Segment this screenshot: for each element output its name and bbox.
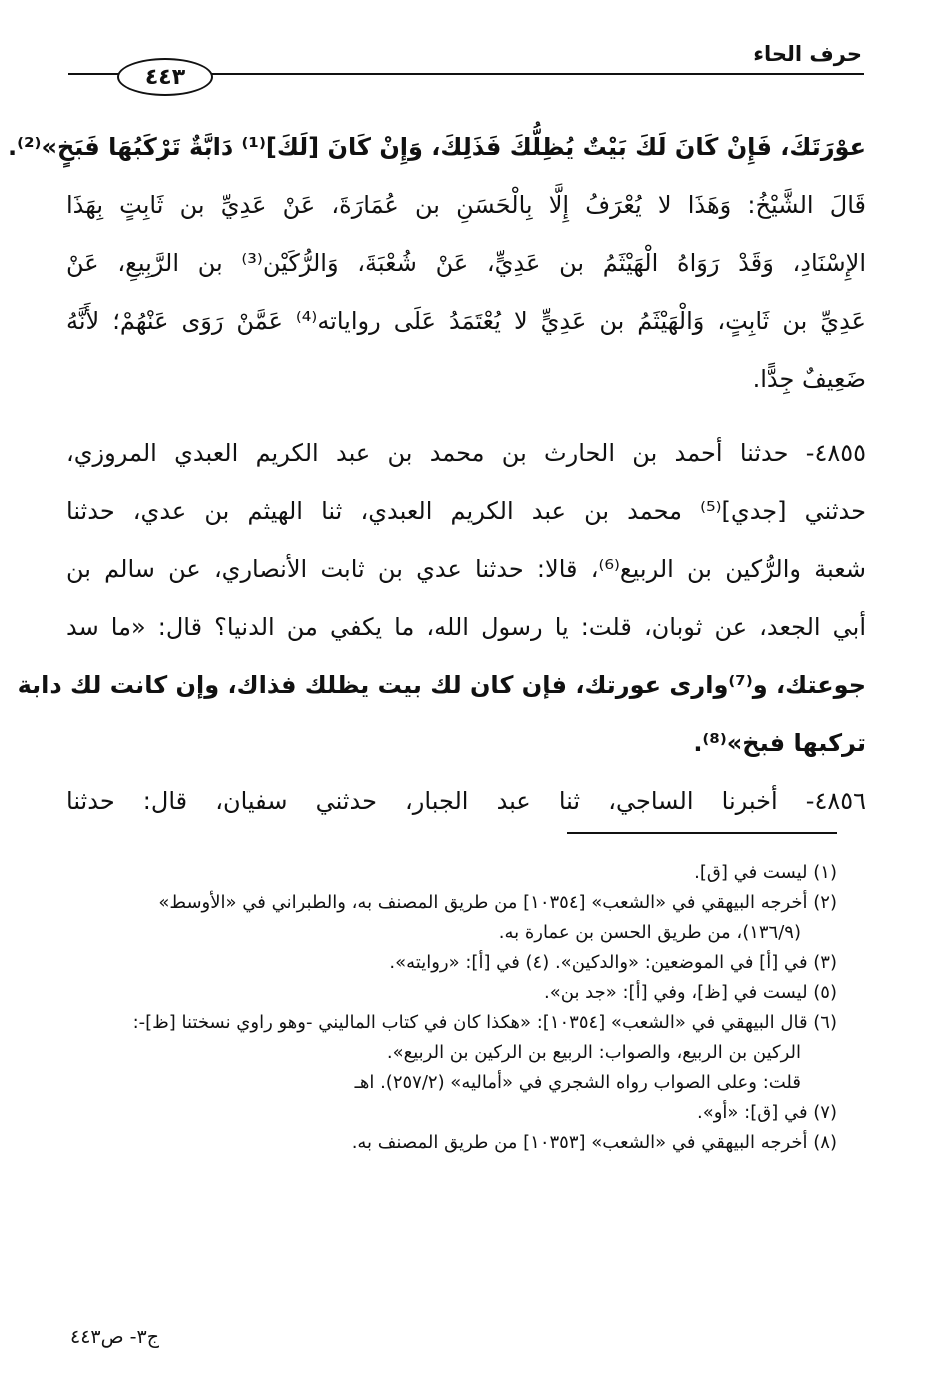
footnote-continuation: قلت: وعلى الصواب رواه الشجري في «أماليه» (٢٥٧/٢). اهـ xyxy=(354,1072,801,1093)
footnote: (٢) أخرجه البيهقي في «الشعب» [١٠٣٥٤] من طريق المصنف به، والطبراني في «الأوسط» xyxy=(158,892,837,913)
text-line: قَالَ الشَّيْخُ: وَهَذَا لا يُعْرَفُ إِلَّا بِالْحَسَنِ بن عُمَارَةَ، عَنْ عَدِيِّ بن ثَابِتٍ بِهَذَا xyxy=(66,191,866,219)
footnote: (٥) ليست في [ظ]، وفي [أ]: «جد بن». xyxy=(544,982,837,1003)
text-line: عوْرَتَكَ، فَإِنْ كَانَ لَكَ بَيْتٌ يُظِلُّكَ فَذَلِكَ، وَإِنْ كَانَ [لَكَ]⁽¹⁾ دَابَّةٌ تَرْكَبُهَا فَبَخٍ»⁽²⁾. xyxy=(8,133,866,161)
main-text xyxy=(8,118,867,830)
footnotes xyxy=(70,858,837,1158)
footnote: (٨) أخرجه البيهقي في «الشعب» [١٠٣٥٣] من طريق المصنف به. xyxy=(351,1132,837,1153)
footnote: (٧) في [ق]: «أو». xyxy=(696,1102,837,1123)
text-line: ضَعِيفٌ جِدًّا. xyxy=(752,365,866,393)
footnote: (٣) في [أ] في الموضعين: «والدكين». (٤) في [أ]: «روايته». xyxy=(389,952,837,973)
footnote-continuation: الركين بن الربيع، والصواب: الربيع بن الركين بن الربيع». xyxy=(386,1042,801,1063)
text-line: الإِسْنَادِ، وَقَدْ رَوَاهُ الْهَيْثَمُ بن عَدِيٍّ، عَنْ شُعْبَةَ، وَالرُّكَيْن⁽³⁾ بن الرَّبِيعِ، عَنْ xyxy=(66,249,866,277)
text-line: عَدِيِّ بن ثَابِتٍ، وَالْهَيْثَمُ بن عَدِيٍّ لا يُعْتَمَدُ عَلَى رواياته⁽⁴⁾ عَمَّنْ رَوَى عَنْهُمْ؛ لأَنَّهُ xyxy=(66,307,867,335)
volume-page-reference: ج٣- ص٤٤٣ xyxy=(70,1326,159,1348)
text-line: جوعتك، و⁽⁷⁾وارى عورتك، فإن كان لك بيت يظلك فذاك، وإن كانت لك دابة xyxy=(17,671,866,699)
chapter-title: حرف الحاء xyxy=(753,42,862,66)
hadith-4856-line: ٤٨٥٦- أخبرنا الساجي، ثنا عبد الجبار، حدثني سفيان، قال: حدثنا xyxy=(66,787,866,815)
text-line: حدثني [جدي]⁽⁵⁾ محمد بن عبد الكريم العبدي، ثنا الهيثم بن عدي، حدثنا xyxy=(66,497,866,525)
footnote-separator xyxy=(567,832,837,834)
footnote: (٦) قال البيهقي في «الشعب» [١٠٣٥٤]: «هكذا كان في كتاب الماليني -وهو راوي نسختنا [ظ]-: xyxy=(132,1012,837,1033)
text-line: تركبها فبخ»⁽⁸⁾. xyxy=(693,729,866,757)
page-number-badge xyxy=(117,58,213,96)
page-number: ٤٤٣ xyxy=(144,64,186,90)
text-line: شعبة والرُّكين بن الربيع⁽⁶⁾، قالا: حدثنا عدي بن ثابت الأنصاري، عن سالم بن xyxy=(66,555,866,583)
footnote: (١) ليست في [ق]. xyxy=(694,862,837,883)
hadith-4855-line: ٤٨٥٥- حدثنا أحمد بن الحارث بن محمد بن عبد الكريم العبدي المروزي، xyxy=(66,439,866,467)
footnote-continuation: (١٣٦/٩)، من طريق الحسن بن عمارة به. xyxy=(498,922,801,943)
text-line: أبي الجعد، عن ثوبان، قلت: يا رسول الله، ما يكفي من الدنيا؟ قال: «ما سد xyxy=(66,613,866,641)
